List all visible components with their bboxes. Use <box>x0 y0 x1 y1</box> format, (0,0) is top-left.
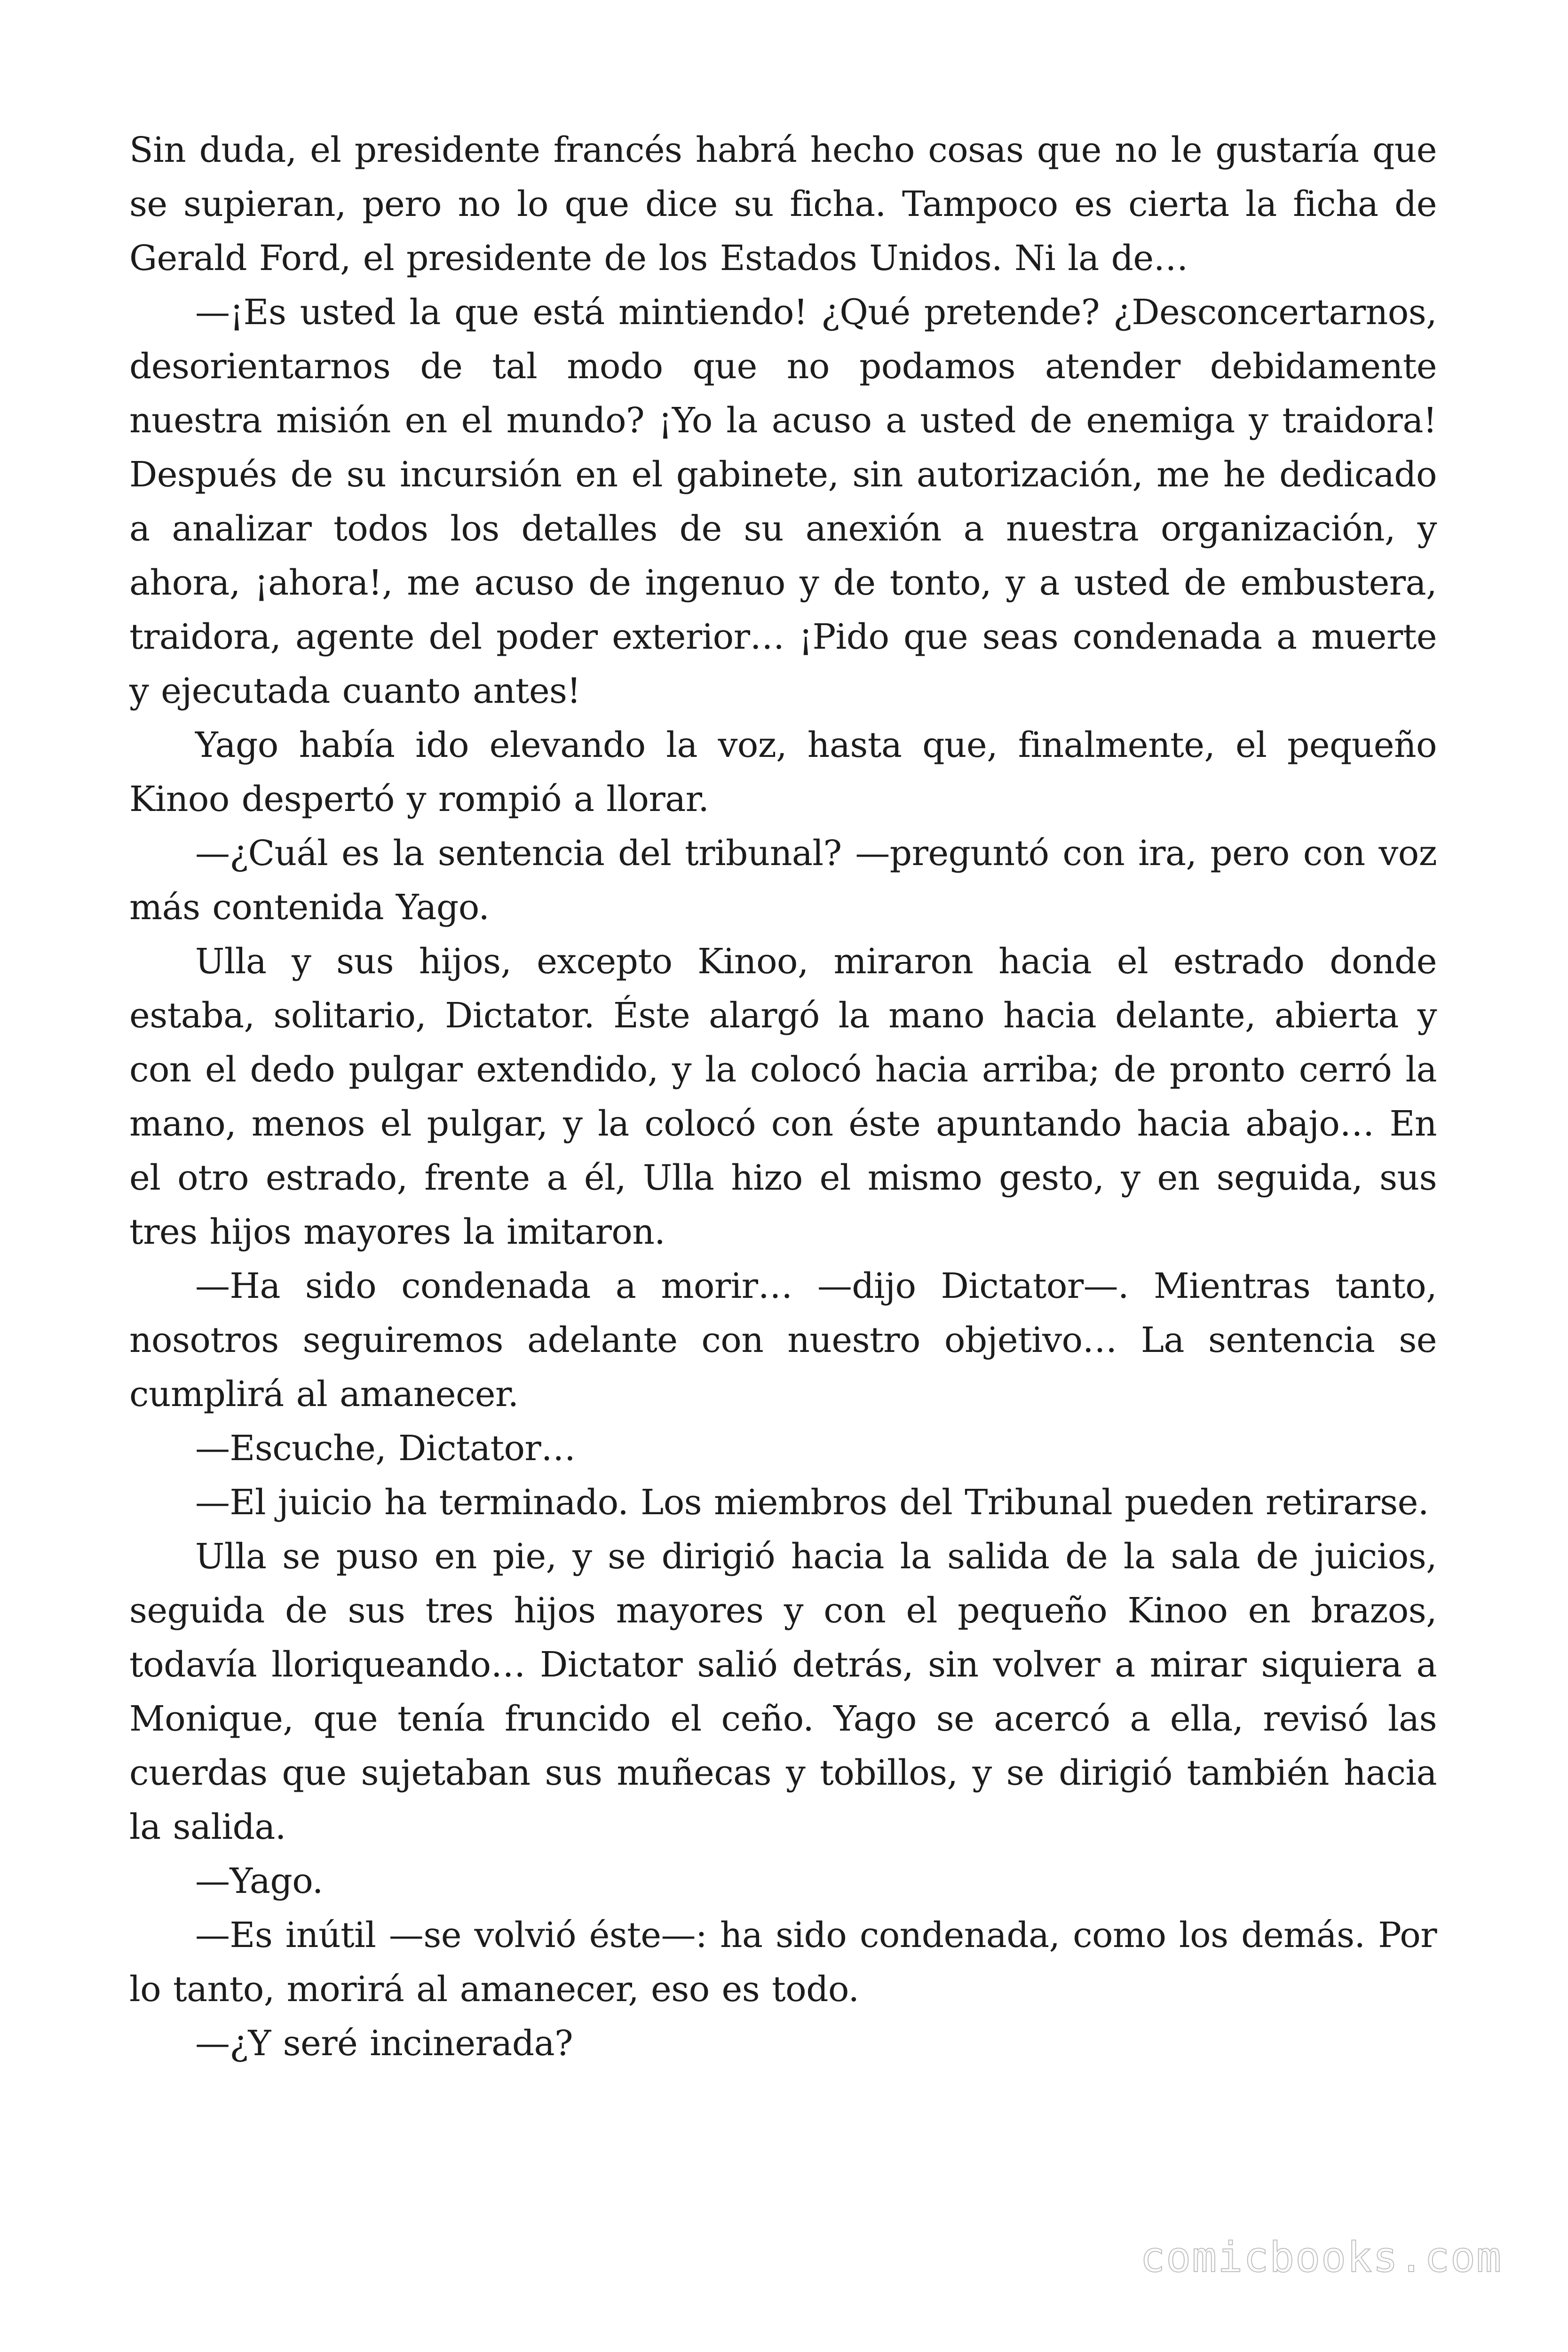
paragraph: Ulla y sus hijos, excepto Kinoo, miraron hacia el estrado donde estaba, solitario, Dictator. Éste alargó la mano hacia delante, abierta y con el dedo pulgar extendido, y la colocó hacia arriba; de pronto cerró la mano, menos el pulgar, y la colocó con éste apuntando hacia abajo… En el otro estrado, frente a él, Ulla hizo el mismo gesto, y en seguida, sus tres hijos mayores la imitaron. <box>129 941 1437 1252</box>
paragraph: Ulla se puso en pie, y se dirigió hacia la salida de la sala de juicios, seguida de sus tres hijos mayores y con el pequeño Kinoo en brazos, todavía lloriqueando… Dictator salió detrás, sin volver a mirar siquiera a Monique, que tenía fruncido el ceño. Yago se acercó a ella, revisó las cuerdas que sujetaban sus muñecas y tobillos, y se dirigió también hacia la salida. <box>129 1536 1437 1847</box>
paragraph: —Escuche, Dictator… <box>195 1428 576 1469</box>
page-body <box>129 123 1437 2071</box>
paragraph: —Es inútil —se volvió éste—: ha sido condenada, como los demás. Por lo tanto, morirá al amanecer, eso es todo. <box>129 1915 1437 2010</box>
paragraph: —El juicio ha terminado. Los miembros del Tribunal pueden retirarse. <box>195 1482 1429 1523</box>
paragraph: —Yago. <box>195 1861 323 1901</box>
paragraph: Sin duda, el presidente francés habrá hecho cosas que no le gustaría que se supieran, pero no lo que dice su ficha. Tampoco es cierta la ficha de Gerald Ford, el presidente de los Estados Unidos. Ni la de… <box>129 130 1437 278</box>
paragraph: —¡Es usted la que está mintiendo! ¿Qué pretende? ¿Desconcertarnos, desorientarnos de tal modo que no podamos atender debidamente nuestra misión en el mundo? ¡Yo la acuso a usted de enemiga y traidora! Después de su incursión en el gabinete, sin autorización, me he dedicado a analizar todos los detalles de su anexión a nuestra organización, y ahora, ¡ahora!, me acuso de ingenuo y de tonto, y a usted de embustera, traidora, agente del poder exterior… ¡Pido que seas condenada a muerte y ejecutada cuanto antes! <box>129 292 1437 711</box>
watermark-logo: comicbooks.com <box>1140 2233 1502 2281</box>
paragraph: —Ha sido condenada a morir… —dijo Dictator—. Mientras tanto, nosotros seguiremos adelante con nuestro objetivo… La sentencia se cumplirá al amanecer. <box>129 1266 1437 1414</box>
paragraph: —¿Y seré incinerada? <box>195 2023 573 2064</box>
paragraph: Yago había ido elevando la voz, hasta que, finalmente, el pequeño Kinoo despertó y rompió a llorar. <box>129 725 1437 819</box>
paragraph: —¿Cuál es la sentencia del tribunal? —preguntó con ira, pero con voz más contenida Yago. <box>129 833 1437 928</box>
